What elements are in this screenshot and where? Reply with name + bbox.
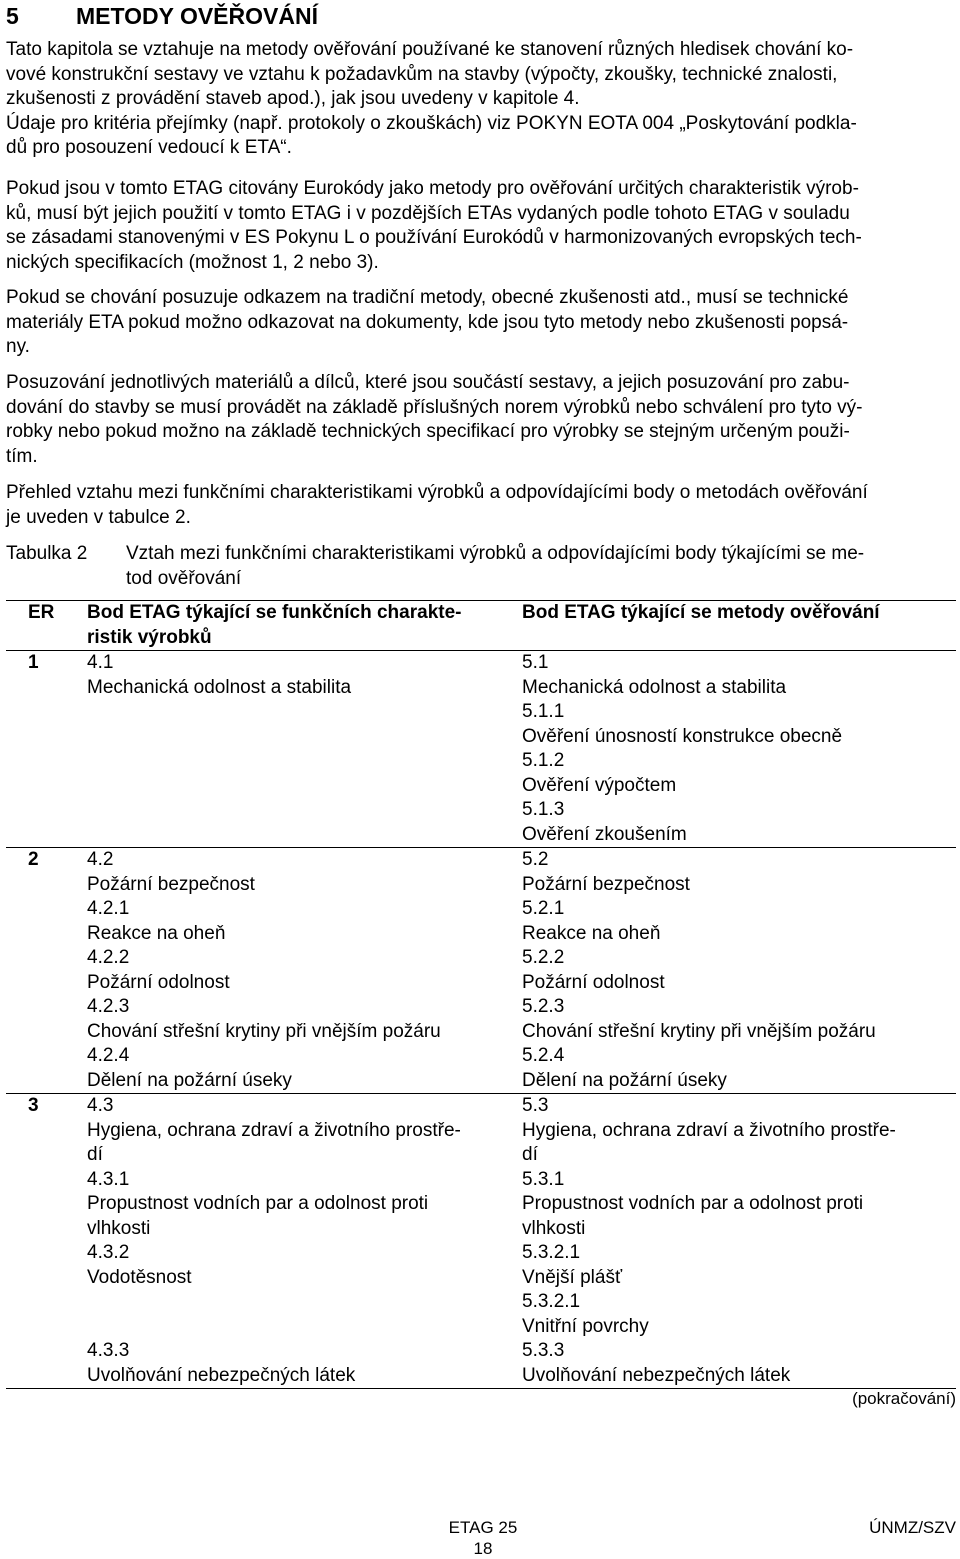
cell-line: vlhkosti (522, 1217, 586, 1239)
footer-center (448, 1517, 518, 1559)
cell-line: Propustnost vodních par a odolnost proti (87, 1193, 429, 1214)
cell-line: Ověření výpočtem (522, 774, 677, 796)
cell-line: 4.3.1 (87, 1168, 130, 1190)
section-title: METODY OVĚŘOVÁNÍ (76, 3, 318, 29)
table-caption-text: Vztah mezi funkčními charakteristikami výrobků a odpovídajícími body týkajícími se me- (126, 543, 865, 564)
cell-line: Dělení na požární úseky (522, 1069, 727, 1091)
cell-line: 5.2 (522, 849, 549, 870)
cell-line: 4.2.3 (87, 996, 130, 1017)
section-number: 5 (6, 3, 19, 29)
paragraph-line: Posuzování jednotlivých materiálů a dílců, které jsou součástí sestavy, a jejich posuzování pro zabu- (6, 372, 850, 393)
cell-line: 5.1.2 (522, 750, 565, 771)
cell-line: 4.3.2 (87, 1242, 130, 1263)
footer-publisher: ÚNMZ/SZV (869, 1518, 956, 1537)
header-product-characteristics (87, 601, 522, 650)
characteristics-cell (87, 651, 522, 847)
continued-note: (pokračování) (852, 1389, 956, 1408)
paragraph-line: dování do stavby se musí provádět na základě příslušných norem výrobků nebo schválení pro tyto vý- (6, 396, 863, 418)
paragraph-line: Údaje pro kritéria přejímky (např. protokoly o zkouškách) viz POKYN EOTA 004 „Poskytování podkla- (6, 112, 857, 134)
cell-line: Uvolňování nebezpečných látek (522, 1364, 791, 1386)
table-caption-text-cont: tod ověřování (126, 567, 242, 589)
cell-line: Vnitřní povrchy (522, 1315, 649, 1337)
cell-line: Požární bezpečnost (87, 873, 255, 895)
cell-line: dí (522, 1144, 538, 1165)
cell-line: Hygiena, ochrana zdraví a životního prostře- (87, 1119, 461, 1141)
cell-line: 5.3 (522, 1095, 549, 1116)
cell-line: 4.2.1 (87, 898, 130, 919)
cell-line: 5.3.3 (522, 1340, 565, 1361)
paragraph-line: nických specifikacích (možnost 1, 2 nebo 3). (6, 251, 379, 273)
paragraph-2 (6, 177, 956, 275)
paragraph-line: Přehled vztahu mezi funkčními charakteristikami výrobků a odpovídajícími body o metodách ověřování (6, 482, 868, 503)
paragraph-line: zkušenosti z provádění staveb apod.), jak jsou uvedeny v kapitole 4. (6, 88, 580, 109)
table-row (6, 651, 956, 848)
cell-line: Chování střešní krytiny při vnějším požáru (522, 1020, 876, 1042)
cell-line: Požární odolnost (522, 971, 665, 993)
paragraph-line: se zásadami stanovenými v ES Pokynu L o používání Eurokódů v harmonizovaných evropských tech- (6, 227, 862, 248)
table-row (6, 1094, 956, 1389)
er-number: 3 (28, 1095, 39, 1116)
er-number: 2 (28, 849, 39, 870)
characteristics-cell (87, 848, 522, 1093)
table-row (6, 848, 956, 1094)
header-line: ristik výrobků (87, 626, 212, 648)
cell-line: vlhkosti (87, 1217, 151, 1239)
characteristics-cell (87, 1094, 522, 1388)
paragraph-line: vové konstrukční sestavy ve vztahu k požadavkům na stavby (výpočty, zkoušky, technické znalosti, (6, 63, 838, 85)
cell-line: 4.2.2 (87, 947, 130, 968)
cell-line: Hygiena, ochrana zdraví a životního prostře- (522, 1119, 896, 1141)
cell-line (87, 1315, 522, 1340)
paragraph-1 (6, 38, 956, 161)
paragraph-line: Tato kapitola se vztahuje na metody ověřování používané ke stanovení různých hledisek chování ko- (6, 39, 854, 60)
cell-line: Vnější plášť (522, 1266, 623, 1288)
table-header-row (6, 600, 956, 651)
paragraph-5 (6, 481, 956, 530)
cell-line: 4.3 (87, 1095, 114, 1116)
cell-line: Propustnost vodních par a odolnost proti (522, 1193, 864, 1214)
cell-line: 5.3.2.1 (522, 1242, 581, 1263)
cell-line: 5.1.3 (522, 799, 565, 820)
header-er: ER (28, 602, 55, 623)
paragraph-line: dů pro posouzení vedoucí k ETA“. (6, 137, 292, 158)
cell-line: Vodotěsnost (87, 1266, 192, 1288)
cell-line: Dělení na požární úseky (87, 1069, 292, 1091)
er-number: 1 (28, 652, 39, 673)
cell-line (87, 1290, 522, 1315)
methods-cell (522, 651, 956, 847)
cell-line: Mechanická odolnost a stabilita (87, 676, 352, 698)
cell-line: 5.2.2 (522, 947, 565, 968)
cell-line: 5.1 (522, 652, 549, 673)
cell-line: 5.3.2.1 (522, 1291, 581, 1312)
cell-line: Reakce na oheň (522, 922, 661, 944)
section-heading (6, 2, 318, 30)
cell-line: Uvolňování nebezpečných látek (87, 1364, 356, 1386)
paragraph-line: tím. (6, 445, 38, 467)
cell-line: 5.2.4 (522, 1045, 565, 1066)
cell-line: 4.2 (87, 849, 114, 870)
paragraph-line: Pokud jsou v tomto ETAG citovány Eurokódy jako metody pro ověřování určitých charakteristik výrob- (6, 178, 859, 199)
cell-line: 4.1 (87, 652, 114, 673)
paragraph-line: ků, musí být jejich použití v tomto ETAG i v pozdějších ETAs vydaných podle tohoto ETAG v souladu (6, 202, 850, 224)
paragraph-line: Pokud se chování posuzuje odkazem na tradiční metody, obecné zkušenosti atd., musí se technické (6, 287, 849, 308)
cell-line: Požární bezpečnost (522, 873, 690, 895)
methods-cell (522, 1094, 956, 1388)
methods-cell (522, 848, 956, 1093)
cell-line: Ověření únosností konstrukce obecně (522, 725, 843, 747)
cell-line: 4.3.3 (87, 1340, 130, 1361)
cell-line: 5.1.1 (522, 701, 565, 722)
page-number: 18 (473, 1539, 493, 1558)
cell-line: dí (87, 1144, 103, 1165)
cell-line: 5.2.1 (522, 898, 565, 919)
cell-line: Ověření zkoušením (522, 823, 687, 845)
paragraph-4 (6, 371, 956, 469)
cell-line: 4.2.4 (87, 1045, 130, 1066)
footer-doc-id: ETAG 25 (448, 1518, 518, 1537)
cell-line: Požární odolnost (87, 971, 230, 993)
paragraph-line: je uveden v tabulce 2. (6, 506, 191, 528)
verification-table (6, 600, 956, 1389)
table-caption (6, 542, 956, 591)
cell-line: 5.2.3 (522, 996, 565, 1017)
paragraph-3 (6, 286, 956, 360)
cell-line: Mechanická odolnost a stabilita (522, 676, 787, 698)
paragraph-line: ny. (6, 336, 30, 357)
table-caption-label: Tabulka 2 (6, 543, 88, 564)
paragraph-line: robky nebo pokud možno na základě technických specifikací pro výrobky se stejným určeným použi- (6, 421, 850, 442)
cell-line: 5.3.1 (522, 1168, 565, 1190)
cell-line: Reakce na oheň (87, 922, 226, 944)
paragraph-line: materiály ETA pokud možno odkazovat na dokumenty, kde jsou tyto metody nebo zkušenosti popsá- (6, 311, 849, 333)
header-line: Bod ETAG týkající se funkčních charakte- (87, 602, 462, 623)
header-verification-methods: Bod ETAG týkající se metody ověřování (522, 602, 880, 623)
cell-line: Chování střešní krytiny při vnějším požáru (87, 1020, 441, 1042)
